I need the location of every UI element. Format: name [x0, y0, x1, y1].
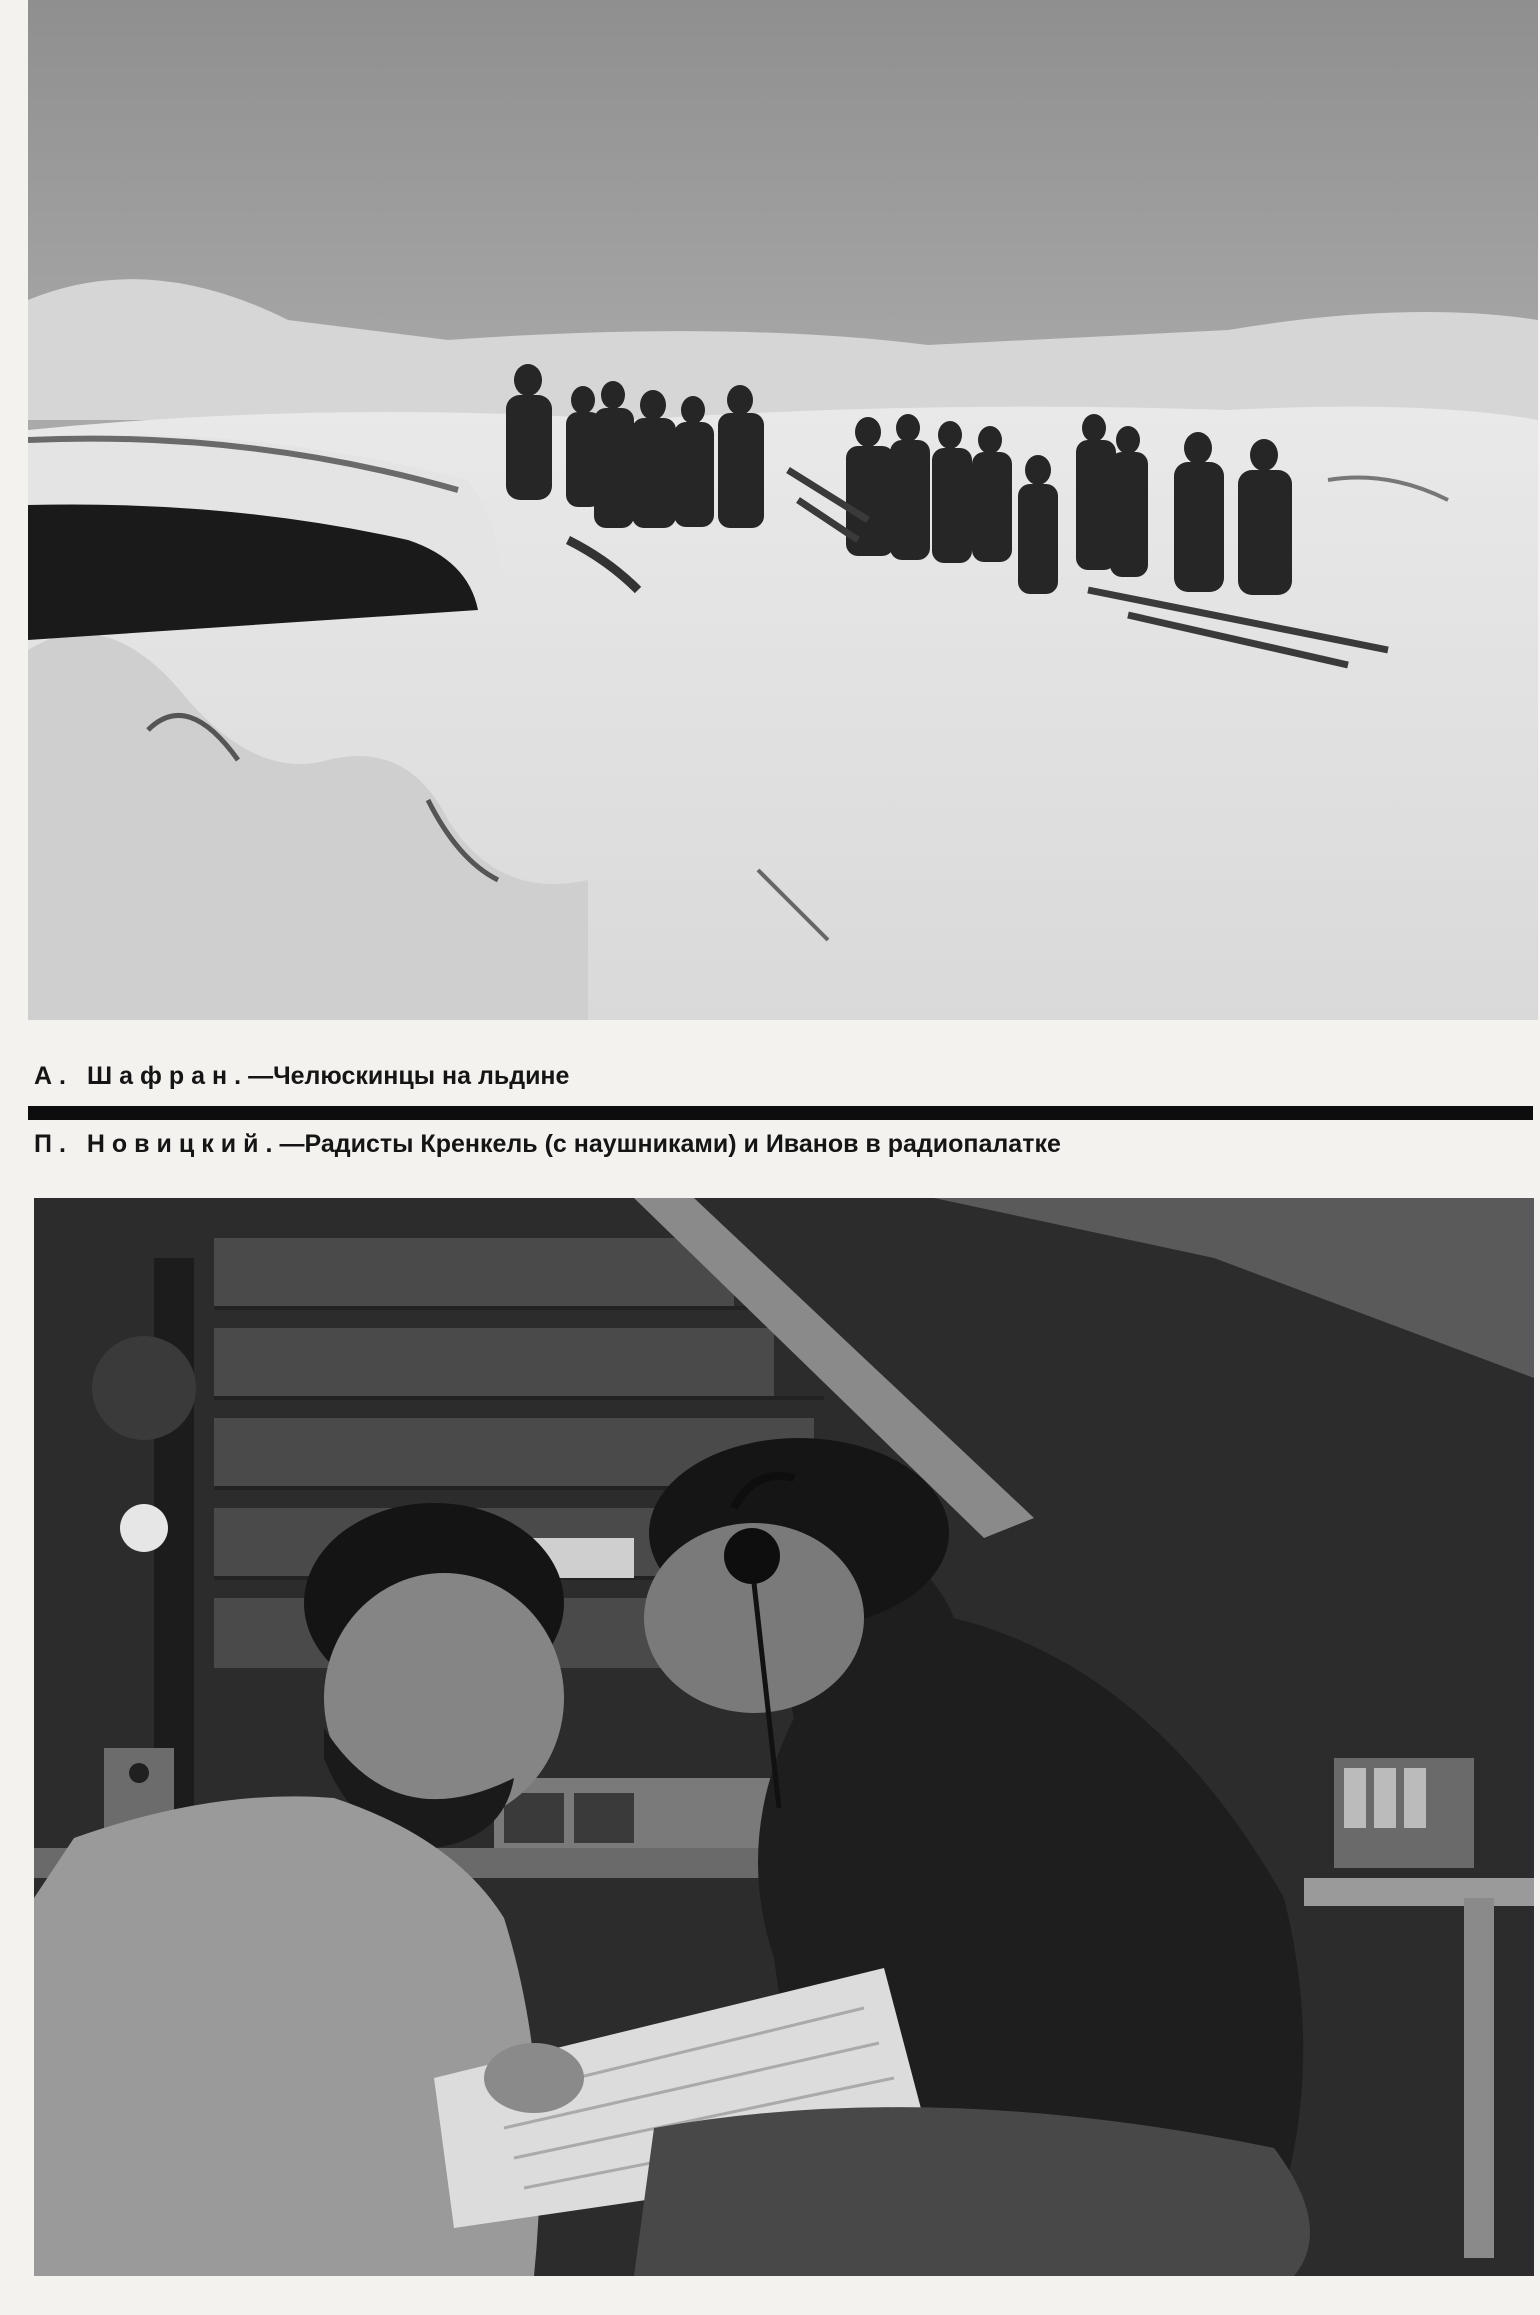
- radio-tent-photo: [34, 1198, 1534, 2276]
- ice-floe-photo: [28, 0, 1538, 1020]
- photo-caption-top: [34, 1062, 569, 1091]
- photo-caption-text: —Радисты Кренкель (с наушниками) и Иванов в радиопалатке: [279, 1130, 1061, 1158]
- photo-author: А. Шафран.: [34, 1062, 249, 1090]
- photo-caption-text: —Челюскинцы на льдине: [248, 1062, 570, 1090]
- photo-author: П. Новицкий.: [34, 1130, 280, 1158]
- photo-caption-bottom: [34, 1130, 1061, 1159]
- divider-rule: [28, 1106, 1533, 1120]
